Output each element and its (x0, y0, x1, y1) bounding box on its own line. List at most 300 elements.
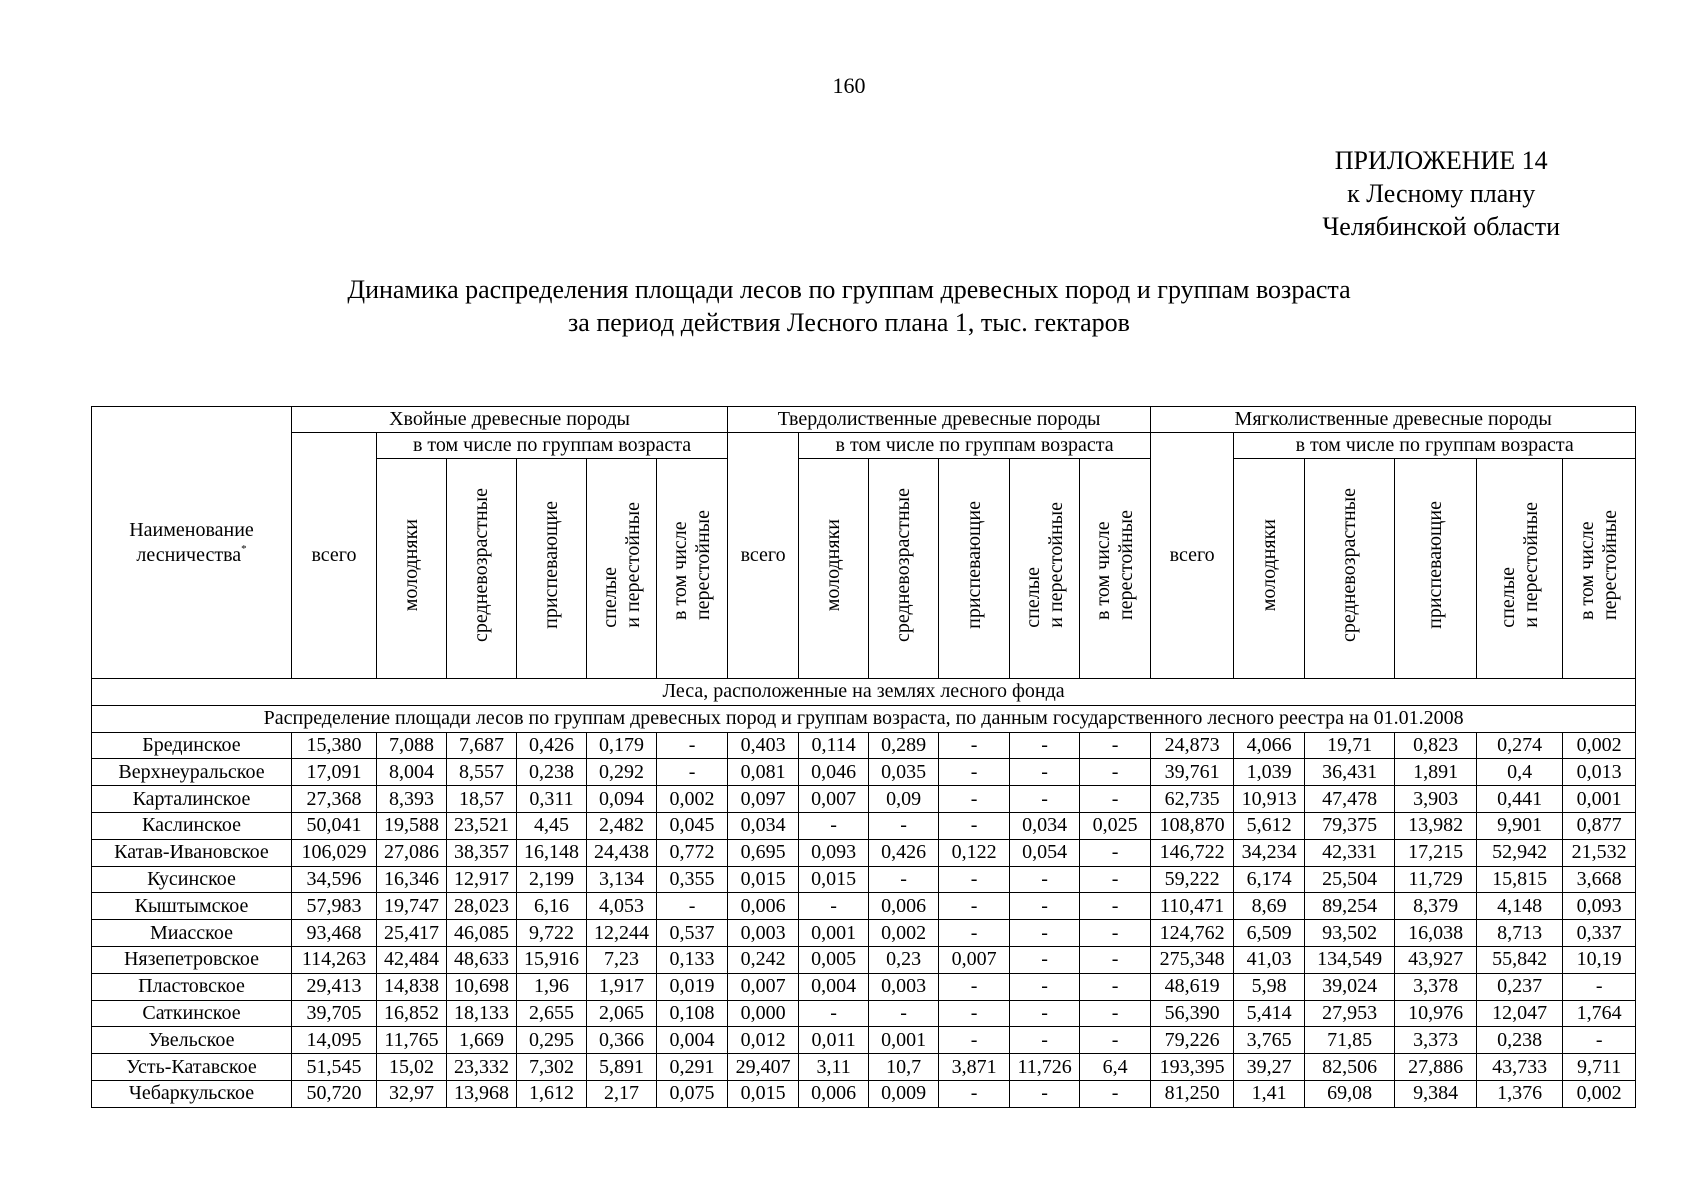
value-cell: - (1010, 1080, 1080, 1107)
value-cell: - (1010, 946, 1080, 973)
header-age-label-line: молодняки (400, 518, 422, 612)
value-cell: 9,384 (1395, 1080, 1477, 1107)
header-row-groups (92, 407, 1636, 433)
value-cell: 2,199 (517, 866, 587, 893)
value-cell: 6,4 (1080, 1054, 1151, 1081)
subsection-title: Распределение площади лесов по группам древесных пород и группам возраста, по данным государственного лесного реестра на 01.01.2008 (92, 705, 1636, 732)
value-cell: 0,291 (657, 1054, 728, 1081)
header-age-groups-hardwood: в том числе по группам возраста (799, 433, 1151, 459)
value-cell: 1,96 (517, 973, 587, 1000)
value-cell: 2,482 (587, 812, 657, 839)
value-cell: 27,368 (292, 786, 377, 813)
table-row (92, 1054, 1636, 1081)
value-cell: 13,968 (447, 1080, 517, 1107)
value-cell: 18,133 (447, 1000, 517, 1027)
value-cell: 18,57 (447, 786, 517, 813)
header-age-label (892, 488, 915, 642)
value-cell: 114,263 (292, 946, 377, 973)
value-cell: 16,038 (1395, 920, 1477, 947)
value-cell: 79,375 (1305, 812, 1395, 839)
value-cell: 21,532 (1563, 839, 1636, 866)
header-age-middle-aged-hardwood (869, 459, 939, 679)
value-cell: - (1080, 866, 1151, 893)
header-age-label (1258, 519, 1281, 611)
forestry-name-cell: Пластовское (92, 973, 292, 1000)
value-cell: - (939, 973, 1010, 1000)
value-cell: 15,380 (292, 732, 377, 759)
value-cell: 0,045 (657, 812, 728, 839)
title-line-1: Динамика распределения площади лесов по группам древесных пород и группам возраста (347, 275, 1351, 304)
header-age-label-line: и перестойные (1519, 502, 1542, 628)
value-cell: 0,002 (657, 786, 728, 813)
value-cell: 25,417 (377, 920, 447, 947)
appendix-line-3: Челябинской области (1322, 212, 1560, 241)
value-cell: 9,711 (1563, 1054, 1636, 1081)
value-cell: 93,502 (1305, 920, 1395, 947)
header-row-subgroups (92, 433, 1636, 459)
value-cell: 0,179 (587, 732, 657, 759)
value-cell: 0,355 (657, 866, 728, 893)
header-age-label-line: молодняки (1257, 518, 1280, 612)
value-cell: 0,015 (728, 866, 799, 893)
header-age-label-line: и перестойные (621, 502, 644, 628)
value-cell: 1,917 (587, 973, 657, 1000)
header-age-label-line: средневозрастные (1338, 488, 1361, 642)
value-cell: 48,633 (447, 946, 517, 973)
header-age-label-line: перестойные (692, 509, 715, 621)
value-cell: 0,004 (657, 1027, 728, 1054)
value-cell: 0,012 (728, 1027, 799, 1054)
value-cell: 16,148 (517, 839, 587, 866)
header-age-mature-overmature-softwood (1477, 459, 1563, 679)
value-cell: 0,007 (728, 973, 799, 1000)
value-cell: 43,927 (1395, 946, 1477, 973)
header-age-young-coniferous (377, 459, 447, 679)
value-cell: 1,039 (1234, 759, 1305, 786)
value-cell: 15,916 (517, 946, 587, 973)
value-cell: - (939, 1027, 1010, 1054)
value-cell: 39,761 (1151, 759, 1234, 786)
appendix-line-2: к Лесному плану (1347, 179, 1536, 208)
footnote-mark: * (241, 542, 247, 555)
value-cell: - (939, 786, 1010, 813)
value-cell: - (939, 759, 1010, 786)
value-cell: 25,504 (1305, 866, 1395, 893)
value-cell: 47,478 (1305, 786, 1395, 813)
value-cell: 0,006 (728, 893, 799, 920)
value-cell: 7,302 (517, 1054, 587, 1081)
value-cell: - (799, 893, 869, 920)
value-cell: 0,114 (799, 732, 869, 759)
value-cell: 3,11 (799, 1054, 869, 1081)
value-cell: 19,588 (377, 812, 447, 839)
value-cell: 0,094 (587, 786, 657, 813)
value-cell: 27,953 (1305, 1000, 1395, 1027)
value-cell: 15,02 (377, 1054, 447, 1081)
value-cell: 82,506 (1305, 1054, 1395, 1081)
header-age-label (1092, 510, 1138, 620)
value-cell: 0,426 (869, 839, 939, 866)
value-cell: 9,722 (517, 920, 587, 947)
header-age-label (822, 519, 845, 611)
value-cell: 41,03 (1234, 946, 1305, 973)
value-cell: 46,085 (447, 920, 517, 947)
value-cell: 0,093 (799, 839, 869, 866)
value-cell: 8,69 (1234, 893, 1305, 920)
forestry-name-cell: Усть-Катавское (92, 1054, 292, 1081)
value-cell: 6,174 (1234, 866, 1305, 893)
header-age-label (470, 488, 493, 642)
value-cell: 36,431 (1305, 759, 1395, 786)
value-cell: 0,046 (799, 759, 869, 786)
value-cell: 79,226 (1151, 1027, 1234, 1054)
table-row (92, 839, 1636, 866)
header-age-label-line: молодняки (822, 518, 845, 612)
value-cell: - (1080, 946, 1151, 973)
value-cell: - (939, 920, 1010, 947)
title-line-2: за период действия Лесного плана 1, тыс. гектаров (568, 308, 1130, 337)
value-cell: - (939, 1000, 1010, 1027)
value-cell: 134,549 (1305, 946, 1395, 973)
forestry-name-cell: Верхнеуральское (92, 759, 292, 786)
value-cell: 43,733 (1477, 1054, 1563, 1081)
value-cell: 9,901 (1477, 812, 1563, 839)
header-age-groups-softwood: в том числе по группам возраста (1234, 433, 1636, 459)
value-cell: 0,007 (799, 786, 869, 813)
value-cell: 0,426 (517, 732, 587, 759)
value-cell: 193,395 (1151, 1054, 1234, 1081)
value-cell: 3,871 (939, 1054, 1010, 1081)
value-cell: 0,695 (728, 839, 799, 866)
header-age-label (1338, 488, 1361, 642)
table-row (92, 920, 1636, 947)
value-cell: 4,45 (517, 812, 587, 839)
value-cell: - (1080, 1080, 1151, 1107)
forestry-name-cell: Карталинское (92, 786, 292, 813)
header-age-label (1576, 510, 1622, 620)
value-cell: 10,913 (1234, 786, 1305, 813)
forest-distribution-table (91, 406, 1636, 1108)
value-cell: 3,373 (1395, 1027, 1477, 1054)
forestry-name-cell: Саткинское (92, 1000, 292, 1027)
value-cell: 0,007 (939, 946, 1010, 973)
value-cell: 48,619 (1151, 973, 1234, 1000)
value-cell: - (1010, 732, 1080, 759)
header-forestry-name (92, 407, 292, 679)
value-cell: 28,023 (447, 893, 517, 920)
value-cell: 3,378 (1395, 973, 1477, 1000)
value-cell: 146,722 (1151, 839, 1234, 866)
value-cell: - (939, 1080, 1010, 1107)
value-cell: 50,720 (292, 1080, 377, 1107)
value-cell: 56,390 (1151, 1000, 1234, 1027)
value-cell: 0,772 (657, 839, 728, 866)
table-row (92, 812, 1636, 839)
value-cell: - (939, 732, 1010, 759)
value-cell: 0,034 (1010, 812, 1080, 839)
value-cell: 110,471 (1151, 893, 1234, 920)
value-cell: - (1010, 893, 1080, 920)
value-cell: 13,982 (1395, 812, 1477, 839)
value-cell: - (1010, 920, 1080, 947)
value-cell: 0,002 (869, 920, 939, 947)
header-age-label-line: приспевающие (1424, 501, 1447, 629)
value-cell: 51,545 (292, 1054, 377, 1081)
header-age-mature-overmature-hardwood (1010, 459, 1080, 679)
forestry-name-cell: Увельское (92, 1027, 292, 1054)
value-cell: 3,903 (1395, 786, 1477, 813)
header-total-softwood: всего (1151, 433, 1234, 679)
header-total-hardwood: всего (728, 433, 799, 679)
header-age-label-line: в том числе (1092, 521, 1115, 621)
value-cell: - (1563, 1027, 1636, 1054)
document-title (0, 273, 1698, 339)
value-cell: - (1010, 1000, 1080, 1027)
value-cell: 3,134 (587, 866, 657, 893)
appendix-header (1322, 144, 1560, 243)
value-cell: 17,215 (1395, 839, 1477, 866)
forestry-name-cell: Нязепетровское (92, 946, 292, 973)
header-age-label-line: спелые (1496, 567, 1519, 628)
value-cell: 27,886 (1395, 1054, 1477, 1081)
value-cell: 1,891 (1395, 759, 1477, 786)
value-cell: 0,009 (869, 1080, 939, 1107)
table-header (92, 407, 1636, 679)
value-cell: 34,596 (292, 866, 377, 893)
value-cell: 7,687 (447, 732, 517, 759)
header-age-overmature-softwood (1563, 459, 1636, 679)
value-cell: - (1080, 920, 1151, 947)
value-cell: 29,407 (728, 1054, 799, 1081)
table-row (92, 1027, 1636, 1054)
value-cell: 0,23 (869, 946, 939, 973)
value-cell: 42,484 (377, 946, 447, 973)
header-forestry-name-line2 (92, 543, 291, 568)
value-cell: 2,17 (587, 1080, 657, 1107)
appendix-line-1: ПРИЛОЖЕНИЕ 14 (1334, 146, 1548, 175)
header-age-label-line: средневозрастные (470, 488, 492, 642)
value-cell: - (1080, 786, 1151, 813)
value-cell: 1,376 (1477, 1080, 1563, 1107)
value-cell: 0,000 (728, 1000, 799, 1027)
value-cell: 19,71 (1305, 732, 1395, 759)
header-age-groups-coniferous: в том числе по группам возраста (377, 433, 728, 459)
value-cell: 0,013 (1563, 759, 1636, 786)
value-cell: 0,075 (657, 1080, 728, 1107)
value-cell: 5,98 (1234, 973, 1305, 1000)
header-age-maturing-softwood (1395, 459, 1477, 679)
value-cell: 0,001 (869, 1027, 939, 1054)
header-age-label (1497, 502, 1543, 628)
value-cell: 124,762 (1151, 920, 1234, 947)
value-cell: 10,976 (1395, 1000, 1477, 1027)
value-cell: - (657, 759, 728, 786)
subsection-row (92, 705, 1636, 732)
value-cell: 5,891 (587, 1054, 657, 1081)
value-cell: 0,108 (657, 1000, 728, 1027)
value-cell: 93,468 (292, 920, 377, 947)
value-cell: - (1010, 786, 1080, 813)
value-cell: 0,877 (1563, 812, 1636, 839)
value-cell: - (869, 1000, 939, 1027)
header-total-coniferous: всего (292, 433, 377, 679)
value-cell: - (1080, 759, 1151, 786)
value-cell: 12,917 (447, 866, 517, 893)
value-cell: 0,289 (869, 732, 939, 759)
value-cell: 57,983 (292, 893, 377, 920)
value-cell: 52,942 (1477, 839, 1563, 866)
value-cell: 0,366 (587, 1027, 657, 1054)
table-row (92, 946, 1636, 973)
value-cell: 0,015 (799, 866, 869, 893)
value-cell: 4,053 (587, 893, 657, 920)
value-cell: 0,337 (1563, 920, 1636, 947)
value-cell: 0,093 (1563, 893, 1636, 920)
value-cell: 5,612 (1234, 812, 1305, 839)
header-age-label (669, 510, 715, 620)
section-title: Леса, расположенные на землях лесного фонда (92, 679, 1636, 706)
header-age-label-line: спелые (598, 567, 621, 628)
header-age-maturing-coniferous (517, 459, 587, 679)
header-age-mature-overmature-coniferous (587, 459, 657, 679)
table-row (92, 973, 1636, 1000)
header-age-label-line: и перестойные (1044, 502, 1067, 628)
forestry-name-cell: Брединское (92, 732, 292, 759)
value-cell: 0,002 (1563, 1080, 1636, 1107)
value-cell: 0,003 (728, 920, 799, 947)
value-cell: - (1080, 1000, 1151, 1027)
forestry-name-cell: Кыштымское (92, 893, 292, 920)
value-cell: 8,004 (377, 759, 447, 786)
value-cell: 0,242 (728, 946, 799, 973)
header-age-label-line: в том числе (1576, 521, 1599, 621)
value-cell: 23,521 (447, 812, 517, 839)
header-age-label-line: в том числе (669, 521, 692, 621)
value-cell: 0,002 (1563, 732, 1636, 759)
forestry-name-cell: Миасское (92, 920, 292, 947)
value-cell: 0,537 (657, 920, 728, 947)
value-cell: 0,823 (1395, 732, 1477, 759)
value-cell: 0,122 (939, 839, 1010, 866)
value-cell: - (869, 866, 939, 893)
value-cell: 0,238 (517, 759, 587, 786)
value-cell: 0,054 (1010, 839, 1080, 866)
value-cell: - (939, 866, 1010, 893)
value-cell: 0,035 (869, 759, 939, 786)
table-row (92, 893, 1636, 920)
value-cell: 3,668 (1563, 866, 1636, 893)
value-cell: 10,19 (1563, 946, 1636, 973)
header-age-overmature-hardwood (1080, 459, 1151, 679)
header-group-hardwood: Твердолиственные древесные породы (728, 407, 1151, 433)
value-cell: 6,509 (1234, 920, 1305, 947)
value-cell: - (657, 893, 728, 920)
header-group-softwood: Мягколиственные древесные породы (1151, 407, 1636, 433)
value-cell: 8,393 (377, 786, 447, 813)
value-cell: 24,873 (1151, 732, 1234, 759)
value-cell: 15,815 (1477, 866, 1563, 893)
header-age-label-line: приспевающие (540, 501, 562, 629)
table-row (92, 732, 1636, 759)
header-forestry-name-line1: Наименование (129, 518, 254, 541)
value-cell: 27,086 (377, 839, 447, 866)
value-cell: 1,41 (1234, 1080, 1305, 1107)
header-age-maturing-hardwood (939, 459, 1010, 679)
forestry-name-cell: Кусинское (92, 866, 292, 893)
value-cell: 38,357 (447, 839, 517, 866)
value-cell: 14,838 (377, 973, 447, 1000)
value-cell: 0,006 (869, 893, 939, 920)
value-cell: 0,015 (728, 1080, 799, 1107)
value-cell: 69,08 (1305, 1080, 1395, 1107)
value-cell: 0,292 (587, 759, 657, 786)
value-cell: 62,735 (1151, 786, 1234, 813)
value-cell: 11,765 (377, 1027, 447, 1054)
value-cell: 108,870 (1151, 812, 1234, 839)
value-cell: 6,16 (517, 893, 587, 920)
section-row (92, 679, 1636, 706)
value-cell: 16,852 (377, 1000, 447, 1027)
value-cell: 0,274 (1477, 732, 1563, 759)
value-cell: 7,23 (587, 946, 657, 973)
table-row (92, 1080, 1636, 1107)
value-cell: - (799, 1000, 869, 1027)
value-cell: 0,019 (657, 973, 728, 1000)
value-cell: 0,311 (517, 786, 587, 813)
value-cell: 10,7 (869, 1054, 939, 1081)
header-age-label-line: перестойные (1599, 509, 1622, 621)
value-cell: 16,346 (377, 866, 447, 893)
value-cell: - (939, 812, 1010, 839)
header-age-label (599, 502, 645, 628)
value-cell: 32,97 (377, 1080, 447, 1107)
value-cell: 59,222 (1151, 866, 1234, 893)
value-cell: 42,331 (1305, 839, 1395, 866)
value-cell: 0,001 (1563, 786, 1636, 813)
value-cell: - (1080, 839, 1151, 866)
header-age-middle-aged-softwood (1305, 459, 1395, 679)
value-cell: - (1563, 973, 1636, 1000)
table-row (92, 866, 1636, 893)
value-cell: 0,004 (799, 973, 869, 1000)
value-cell: - (799, 812, 869, 839)
value-cell: 4,148 (1477, 893, 1563, 920)
value-cell: 275,348 (1151, 946, 1234, 973)
value-cell: - (1080, 1027, 1151, 1054)
value-cell: 0,005 (799, 946, 869, 973)
value-cell: - (1080, 732, 1151, 759)
value-cell: 8,557 (447, 759, 517, 786)
value-cell: - (939, 893, 1010, 920)
value-cell: - (1010, 866, 1080, 893)
value-cell: 5,414 (1234, 1000, 1305, 1027)
value-cell: 0,025 (1080, 812, 1151, 839)
value-cell: 29,413 (292, 973, 377, 1000)
value-cell: 0,295 (517, 1027, 587, 1054)
header-age-label-line: средневозрастные (892, 488, 915, 642)
header-age-middle-aged-coniferous (447, 459, 517, 679)
value-cell: - (1080, 973, 1151, 1000)
value-cell: 1,612 (517, 1080, 587, 1107)
header-age-overmature-coniferous (657, 459, 728, 679)
value-cell: 12,244 (587, 920, 657, 947)
value-cell: 0,4 (1477, 759, 1563, 786)
value-cell: - (657, 732, 728, 759)
value-cell: 71,85 (1305, 1027, 1395, 1054)
header-age-label-line: спелые (1021, 567, 1044, 628)
header-age-label-line: приспевающие (962, 501, 985, 629)
value-cell: 1,669 (447, 1027, 517, 1054)
